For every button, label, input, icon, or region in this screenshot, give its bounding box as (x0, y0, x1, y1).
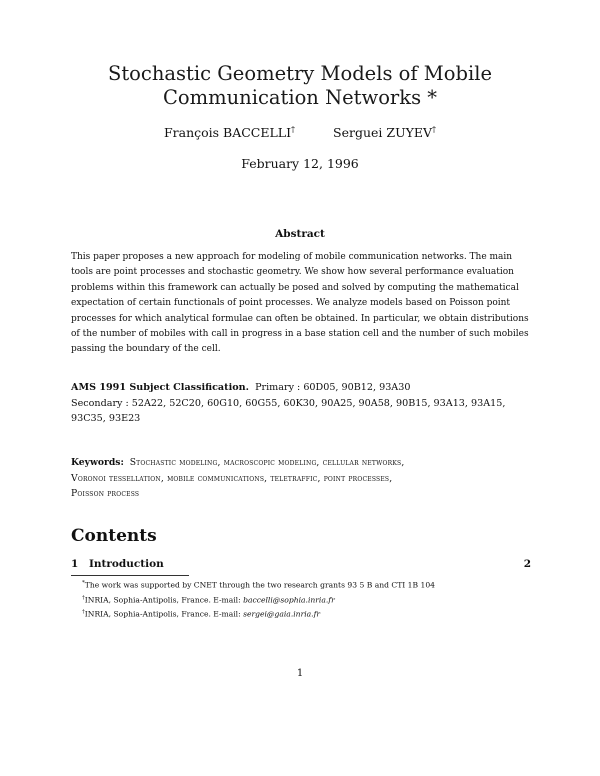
footnote-text: INRIA, Sophia-Antipolis, France. E-mail: (84, 595, 244, 605)
footnote-text: INRIA, Sophia-Antipolis, France. E-mail: (84, 609, 244, 619)
author-name: François BACCELLI (163, 125, 292, 141)
toc-title: Introduction (89, 558, 164, 570)
footnote-mark: † (291, 125, 296, 134)
abstract-line: problems within this framework can actually be posed and solved by computing the mathematical (71, 282, 519, 293)
footnote-email: baccelli@sophia.inria.fr (243, 595, 335, 605)
footnote-mark: † (432, 125, 437, 134)
footnote (82, 592, 542, 607)
toc-number: 1 (71, 558, 79, 570)
title-line-2: Communication Networks * (162, 86, 438, 109)
abstract-line: processes for which analytical formulae can often be obtained. In particular, we obtain distributions (71, 313, 529, 324)
footnote (82, 606, 542, 621)
ams-primary: Primary : 60D05, 90B12, 93A30 (255, 382, 411, 393)
abstract-line: expectation of certain functionals of point processes. We analyze models based on Poisson point (71, 298, 511, 309)
footnote-mark: † (82, 609, 85, 616)
footnote-rule (71, 575, 189, 576)
keywords-line: Stochastic modeling, macroscopic modeling, cellular networks, (129, 457, 405, 468)
footnote-text: The work was supported by CNET through the two research grants 93 5 B and CTI 1B 104 (84, 580, 435, 590)
ams-classification (71, 380, 533, 427)
paper-title (0, 62, 600, 110)
footnotes (82, 577, 542, 621)
publication-date: February 12, 1996 (241, 156, 359, 171)
abstract-line: passing the boundary of the cell. (71, 344, 221, 355)
keywords-line: Poisson process (71, 488, 140, 500)
title-line-1: Stochastic Geometry Models of Mobile (107, 62, 493, 85)
abstract-line: This paper proposes a new approach for modeling of mobile communication networks. The main (71, 252, 513, 262)
abstract-body (71, 250, 531, 358)
keywords-line: Voronoi tessellation, mobile communications, teletraffic, point processes, (71, 472, 393, 484)
toc-page: 2 (523, 558, 531, 570)
ams-heading: AMS 1991 Subject Classification. (71, 382, 249, 393)
footnote-mark: † (82, 594, 85, 601)
contents-heading: Contents (71, 526, 157, 546)
footnote-mark: * (82, 580, 85, 586)
abstract-heading: Abstract (275, 228, 325, 240)
abstract-line: tools are point processes and stochastic geometry. We show how several performance evaluation (71, 267, 514, 278)
authors (0, 125, 600, 140)
footnote (82, 577, 542, 592)
page-number: 1 (296, 668, 304, 679)
abstract-line: of the number of mobiles with call in progress in a base station cell and the number of such mobiles (71, 329, 529, 340)
ams-secondary-line: 93C35, 93E23 (71, 413, 141, 425)
ams-secondary-line: Secondary : 52A22, 52C20, 60G10, 60G55, 60K30, 90A25, 90A58, 90B15, 93A13, 93A15, (71, 397, 506, 409)
author-name: Serguei ZUYEV (333, 125, 433, 141)
keywords-heading: Keywords: (71, 457, 124, 468)
footnote-email: sergei@gaia.inria.fr (243, 609, 321, 619)
keywords (71, 455, 533, 502)
